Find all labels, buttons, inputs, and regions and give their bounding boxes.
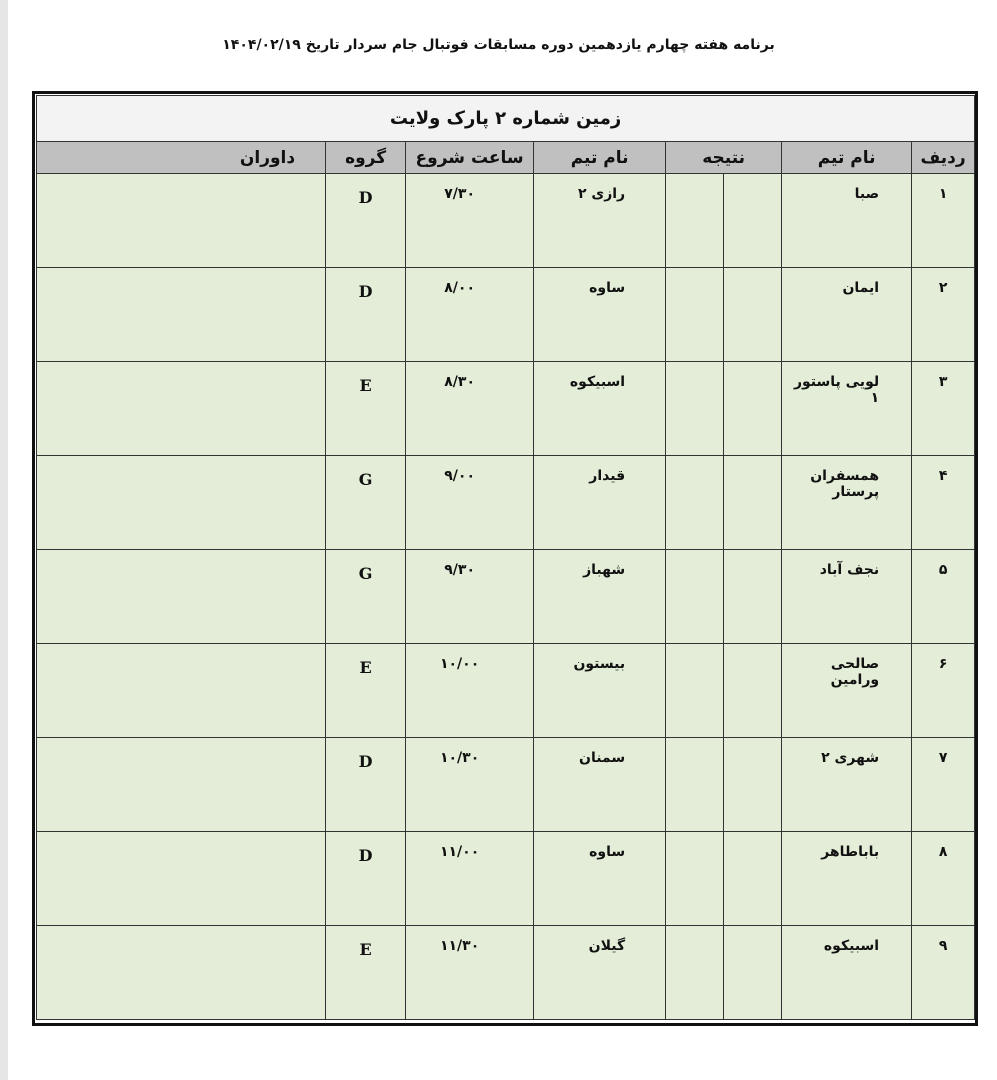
referees-cell-text (37, 926, 325, 938)
result-home-cell[interactable] (724, 832, 782, 926)
start-time-cell (406, 926, 534, 1020)
result-away-cell-text (666, 362, 723, 374)
result-away-cell-text (666, 738, 723, 750)
start-time-cell (406, 268, 534, 362)
row-number-cell (912, 456, 975, 550)
table-row (37, 550, 975, 644)
result-home-cell-text (724, 268, 781, 280)
team-2-cell-text: شهباز (583, 562, 626, 578)
result-away-cell[interactable] (666, 456, 724, 550)
result-home-cell[interactable] (724, 644, 782, 738)
referees-cell[interactable] (37, 268, 326, 362)
header-referees: داوران (37, 142, 326, 174)
team-cell (782, 268, 912, 362)
result-home-cell[interactable] (724, 456, 782, 550)
result-home-cell[interactable] (724, 926, 782, 1020)
result-home-cell[interactable] (724, 738, 782, 832)
field-title-row (37, 96, 975, 142)
team-cell (782, 926, 912, 1020)
header-result: نتیجه (666, 142, 782, 174)
team-2-cell-text: گیلان (588, 938, 626, 954)
table-row (37, 268, 975, 362)
start-time-cell (406, 456, 534, 550)
team-2-cell (534, 268, 666, 362)
result-away-cell-text (666, 644, 723, 656)
header-row-number: ردیف (912, 142, 975, 174)
referees-cell[interactable] (37, 926, 326, 1020)
schedule-frame (32, 91, 978, 1026)
referees-cell[interactable] (37, 832, 326, 926)
team-cell-text: نجف آباد (819, 562, 880, 578)
group-cell (326, 832, 406, 926)
team-cell (782, 174, 912, 268)
result-home-cell-text (724, 738, 781, 750)
group-cell (326, 926, 406, 1020)
row-number-cell-text: ۹ (938, 938, 948, 954)
team-2-cell-text: سمنان (579, 750, 626, 766)
start-time-cell-text: ۷/۳۰ (444, 186, 475, 202)
referees-cell[interactable] (37, 738, 326, 832)
group-cell-text: E (359, 658, 372, 677)
referees-cell[interactable] (37, 644, 326, 738)
schedule-rows (37, 174, 975, 1020)
group-cell-text: G (358, 564, 373, 583)
team-cell-text: شهری ۲ (821, 750, 880, 766)
result-away-cell[interactable] (666, 362, 724, 456)
header-team-2: نام تیم (534, 142, 666, 174)
result-away-cell-text (666, 268, 723, 280)
row-number-cell-text: ۷ (938, 750, 948, 766)
referees-cell-text (37, 550, 325, 562)
team-cell-text: صالحی ورامین (830, 656, 880, 688)
referees-cell[interactable] (37, 362, 326, 456)
row-number-cell (912, 926, 975, 1020)
window-edge (0, 0, 8, 1080)
referees-cell-text (37, 362, 325, 374)
team-cell-text: لویی پاستور ۱ (793, 374, 880, 406)
referees-cell-text (37, 832, 325, 844)
team-cell-text: همسفران پرستار (810, 468, 880, 500)
start-time-cell-text: ۸/۰۰ (444, 280, 475, 296)
result-away-cell[interactable] (666, 832, 724, 926)
referees-cell[interactable] (37, 456, 326, 550)
table-row (37, 738, 975, 832)
result-away-cell[interactable] (666, 926, 724, 1020)
team-2-cell (534, 738, 666, 832)
result-away-cell-text (666, 550, 723, 562)
row-number-cell-text: ۸ (938, 844, 948, 860)
header-start-time: ساعت شروع (406, 142, 534, 174)
schedule-table (36, 95, 975, 1020)
referees-cell-text (37, 456, 325, 468)
result-away-cell[interactable] (666, 550, 724, 644)
group-cell-text: E (359, 376, 372, 395)
group-cell (326, 268, 406, 362)
row-number-cell-text: ۴ (938, 468, 948, 484)
start-time-cell-text: ۱۱/۳۰ (439, 938, 480, 954)
team-cell (782, 550, 912, 644)
result-away-cell[interactable] (666, 174, 724, 268)
group-cell (326, 738, 406, 832)
start-time-cell-text: ۱۱/۰۰ (439, 844, 480, 860)
team-cell (782, 456, 912, 550)
header-row (37, 142, 975, 174)
team-cell-text: باباطاهر (821, 844, 880, 860)
result-away-cell-text (666, 174, 723, 186)
row-number-cell-text: ۲ (938, 280, 948, 296)
group-cell-text: D (358, 846, 373, 865)
result-home-cell[interactable] (724, 174, 782, 268)
result-home-cell-text (724, 832, 781, 844)
table-row (37, 644, 975, 738)
result-away-cell-text (666, 926, 723, 938)
row-number-cell (912, 268, 975, 362)
start-time-cell (406, 550, 534, 644)
referees-cell-text (37, 738, 325, 750)
result-home-cell[interactable] (724, 268, 782, 362)
row-number-cell-text: ۵ (938, 562, 948, 578)
start-time-cell (406, 362, 534, 456)
team-2-cell (534, 644, 666, 738)
team-cell (782, 832, 912, 926)
referees-cell-text (37, 268, 325, 280)
row-number-cell (912, 738, 975, 832)
start-time-cell-text: ۹/۰۰ (444, 468, 475, 484)
table-row (37, 926, 975, 1020)
team-2-cell-text: اسبیکوه (569, 374, 626, 390)
result-home-cell[interactable] (724, 362, 782, 456)
group-cell-text: D (358, 188, 373, 207)
result-home-cell-text (724, 550, 781, 562)
group-cell (326, 174, 406, 268)
referees-cell[interactable] (37, 550, 326, 644)
row-number-cell (912, 362, 975, 456)
group-cell (326, 362, 406, 456)
result-away-cell[interactable] (666, 644, 724, 738)
team-2-cell (534, 362, 666, 456)
team-2-cell-text: رازی ۲ (577, 186, 626, 202)
table-row (37, 456, 975, 550)
result-away-cell-text (666, 456, 723, 468)
referees-cell-text (37, 174, 325, 186)
result-away-cell[interactable] (666, 268, 724, 362)
team-2-cell-text: ساوه (589, 844, 626, 860)
field-title: زمین شماره ۲ پارک ولایت (37, 96, 975, 142)
group-cell-text: D (358, 752, 373, 771)
result-home-cell[interactable] (724, 550, 782, 644)
start-time-cell-text: ۹/۳۰ (444, 562, 475, 578)
row-number-cell (912, 644, 975, 738)
group-cell (326, 550, 406, 644)
group-cell (326, 644, 406, 738)
result-away-cell-text (666, 832, 723, 844)
row-number-cell-text: ۶ (938, 656, 948, 672)
row-number-cell-text: ۱ (938, 186, 948, 202)
group-cell-text: E (359, 940, 372, 959)
table-row (37, 832, 975, 926)
result-home-cell-text (724, 644, 781, 656)
start-time-cell (406, 174, 534, 268)
referees-cell-text (37, 644, 325, 656)
result-home-cell-text (724, 926, 781, 938)
team-2-cell (534, 926, 666, 1020)
team-2-cell-text: بیستون (573, 656, 626, 672)
team-cell (782, 644, 912, 738)
team-cell (782, 362, 912, 456)
start-time-cell (406, 644, 534, 738)
team-cell-text: صبا (854, 186, 880, 202)
team-2-cell (534, 174, 666, 268)
header-team: نام تیم (782, 142, 912, 174)
table-row (37, 174, 975, 268)
team-2-cell (534, 832, 666, 926)
document-title: برنامه هفته چهارم یازدهمین دوره مسابقات فوتبال جام سردار تاریخ ۱۴۰۴/۰۲/۱۹ (222, 37, 775, 53)
header-group: گروه (326, 142, 406, 174)
start-time-cell-text: ۸/۳۰ (444, 374, 475, 390)
table-row (37, 362, 975, 456)
start-time-cell-text: ۱۰/۰۰ (439, 656, 480, 672)
result-home-cell-text (724, 174, 781, 186)
team-2-cell-text: قیدار (589, 468, 626, 484)
result-home-cell-text (724, 456, 781, 468)
referees-cell[interactable] (37, 174, 326, 268)
group-cell-text: D (358, 282, 373, 301)
row-number-cell-text: ۳ (938, 374, 948, 390)
team-2-cell-text: ساوه (589, 280, 626, 296)
team-cell-text: ایمان (842, 280, 880, 296)
start-time-cell (406, 738, 534, 832)
group-cell-text: G (358, 470, 373, 489)
team-2-cell (534, 550, 666, 644)
row-number-cell (912, 832, 975, 926)
row-number-cell (912, 550, 975, 644)
team-cell-text: اسبیکوه (823, 938, 880, 954)
group-cell (326, 456, 406, 550)
result-away-cell[interactable] (666, 738, 724, 832)
team-cell (782, 738, 912, 832)
start-time-cell (406, 832, 534, 926)
start-time-cell-text: ۱۰/۳۰ (439, 750, 480, 766)
row-number-cell (912, 174, 975, 268)
team-2-cell (534, 456, 666, 550)
result-home-cell-text (724, 362, 781, 374)
